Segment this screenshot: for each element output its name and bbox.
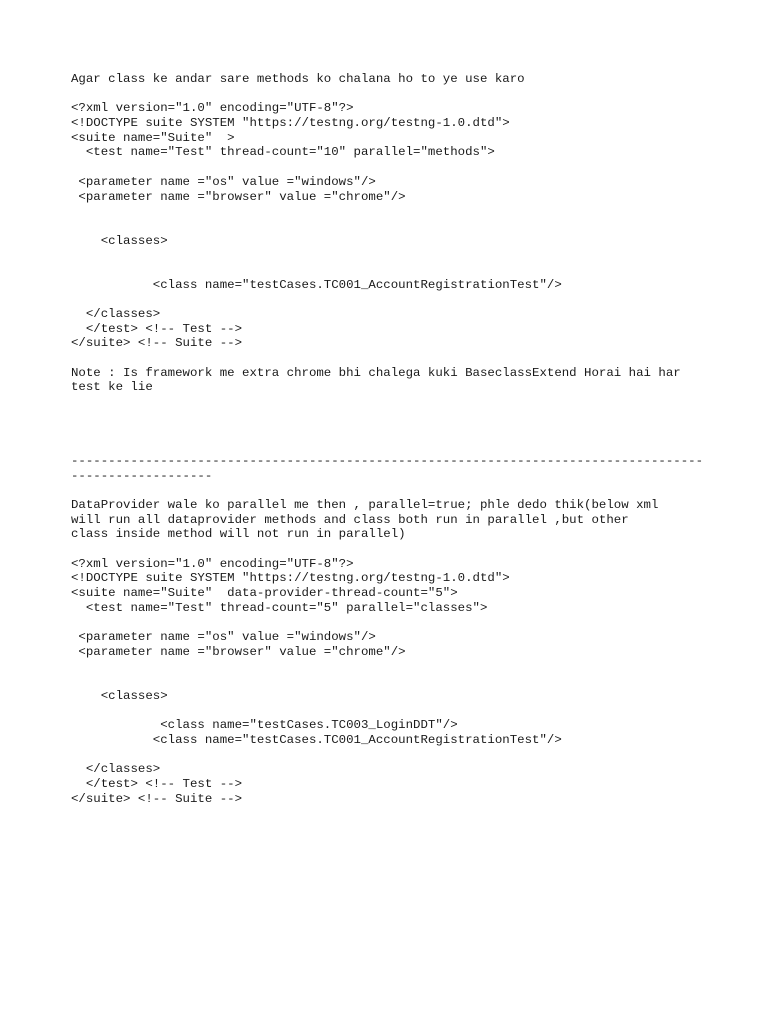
text-line: </classes> [71,307,161,321]
text-line [71,542,711,557]
text-line: </suite> <!-- Suite --> [71,791,243,806]
text-line [71,204,711,219]
text-line [71,292,711,307]
text-line: <parameter name ="os" value ="windows"/> [71,174,376,189]
text-line: <?xml version="1.0" encoding="UTF-8"?> [71,556,354,571]
text-line [71,87,711,102]
text-line: class inside method will not run in parallel) [71,527,406,542]
text-line [71,674,711,689]
text-line: will run all dataprovider methods and class both run in parallel ,but other [71,512,629,527]
text-line [71,160,711,175]
text-line [71,748,711,763]
text-line: test ke lie [71,380,153,395]
text-line: </test> <!-- Test --> [71,777,243,791]
text-line: <class name="testCases.TC003_LoginDDT"/> [71,718,458,733]
text-line: <parameter name ="browser" value ="chrome"/> [71,189,406,204]
text-line [71,263,711,278]
text-line: <parameter name ="browser" value ="chrome"/> [71,644,406,659]
text-line [71,483,711,498]
text-line: <?xml version="1.0" encoding="UTF-8"?> [71,101,354,116]
text-line [71,219,711,234]
text-line: <suite name="Suite" data-provider-thread-count="5"> [71,586,458,601]
text-line: ------------------- [71,468,213,483]
text-line: ------------------------------------------------------------------------------------- [71,453,704,468]
text-line: Agar class ke andar sare methods ko chalana ho to ye use karo [71,72,525,86]
text-line [71,425,711,440]
text-line: <!DOCTYPE suite SYSTEM "https://testng.org/testng-1.0.dtd"> [71,116,510,131]
text-line: </classes> [71,762,161,777]
text-line: <class name="testCases.TC001_AccountRegistrationTest"/> [71,732,562,747]
text-line: <test name="Test" thread-count="10" parallel="methods"> [71,145,495,160]
text-line [71,248,711,263]
text-line: <class name="testCases.TC001_AccountRegistrationTest"/> [71,277,562,292]
text-line: <test name="Test" thread-count="5" parallel="classes"> [71,600,488,615]
text-line: DataProvider wale ko parallel me then , parallel=true; phle dedo thik(below xml [71,497,659,512]
text-line [71,615,711,630]
text-line [71,351,711,366]
text-line [71,704,711,719]
text-line: </test> <!-- Test --> [71,321,243,336]
text-line: <!DOCTYPE suite SYSTEM "https://testng.org/testng-1.0.dtd"> [71,571,510,586]
text-line [71,395,711,410]
text-line: Note : Is framework me extra chrome bhi chalega kuki BaseclassExtend Horai hai har [71,365,681,380]
text-line [71,660,711,675]
text-line [71,410,711,425]
text-line: <classes> [71,688,168,703]
text-line [71,439,711,454]
text-line: <parameter name ="os" value ="windows"/> [71,630,376,645]
text-line: <classes> [71,233,168,248]
text-line: <suite name="Suite" > [71,130,235,145]
text-line: </suite> <!-- Suite --> [71,336,243,351]
document-page [71,72,711,806]
